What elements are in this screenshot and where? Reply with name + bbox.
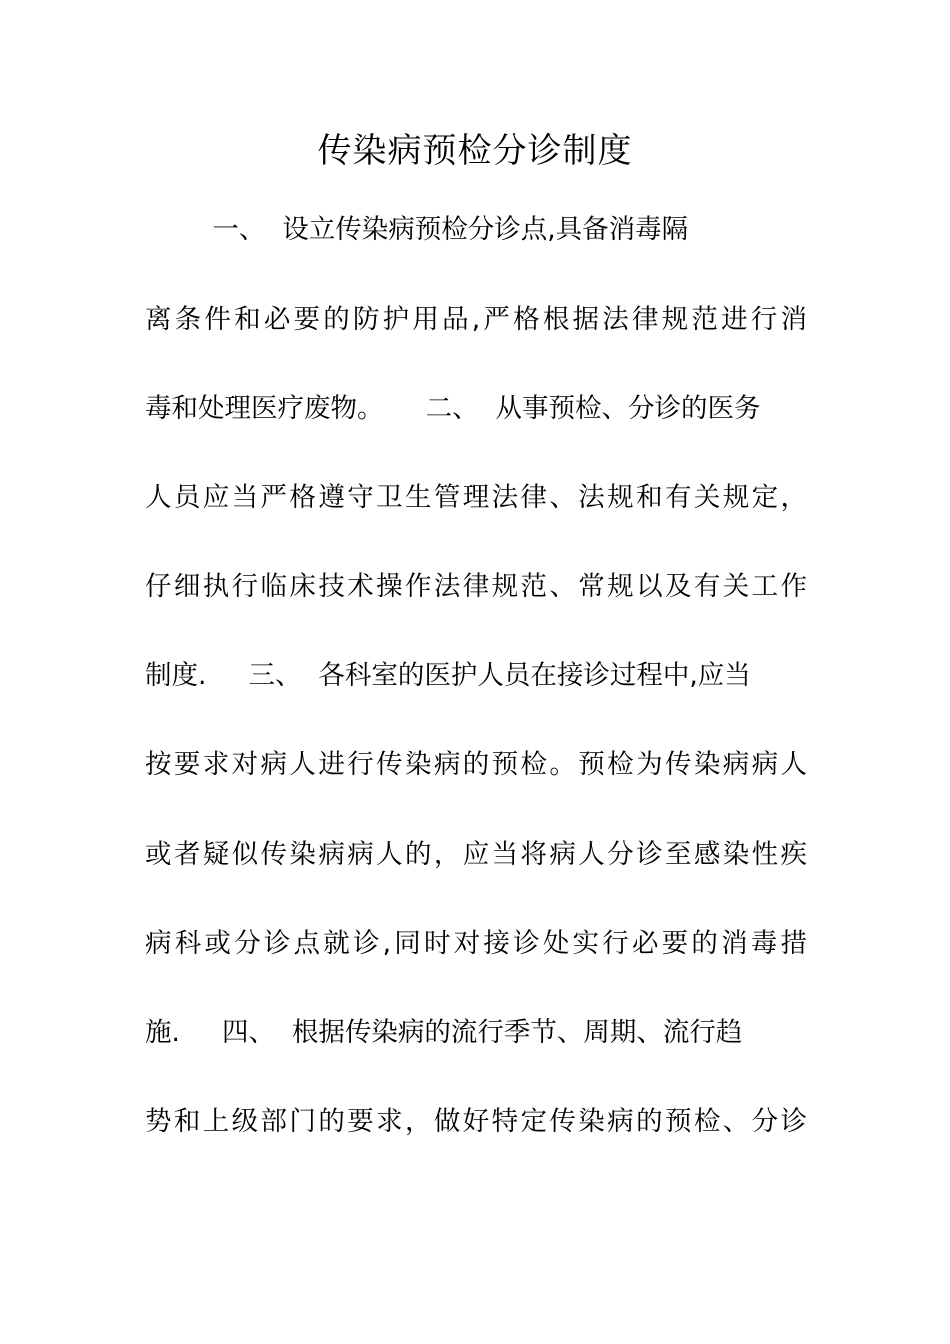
paragraph-line: 人员应当严格遵守卫生管理法律、法规和有关规定， <box>145 482 807 513</box>
paragraph-line: 毒和处理医疗废物。 二、 从事预检、分诊的医务 <box>145 393 761 424</box>
paragraph-line: 施. 四、 根据传染病的流行季节、周期、流行趋 <box>145 1017 743 1048</box>
paragraph-line: 或者疑似传染病病人的，应当将病人分诊至感染性疾 <box>145 839 807 870</box>
paragraph-line: 仔细执行临床技术操作法律规范、常规以及有关工作 <box>145 571 807 602</box>
paragraph-line: 一、 设立传染病预检分诊点,具备消毒隔 <box>145 214 689 245</box>
document-title: 传染病预检分诊制度 <box>317 131 633 171</box>
paragraph-line: 制度. 三、 各科室的医护人员在接诊过程中,应当 <box>145 660 751 691</box>
paragraph-line: 离条件和必要的防护用品,严格根据法律规范进行消 <box>145 304 807 335</box>
paragraph-line: 按要求对病人进行传染病的预检。预检为传染病病人 <box>145 749 807 780</box>
paragraph-line: 病科或分诊点就诊,同时对接诊处实行必要的消毒措 <box>145 928 807 959</box>
paragraph-line: 势和上级部门的要求，做好特定传染病的预检、分诊 <box>145 1106 807 1137</box>
